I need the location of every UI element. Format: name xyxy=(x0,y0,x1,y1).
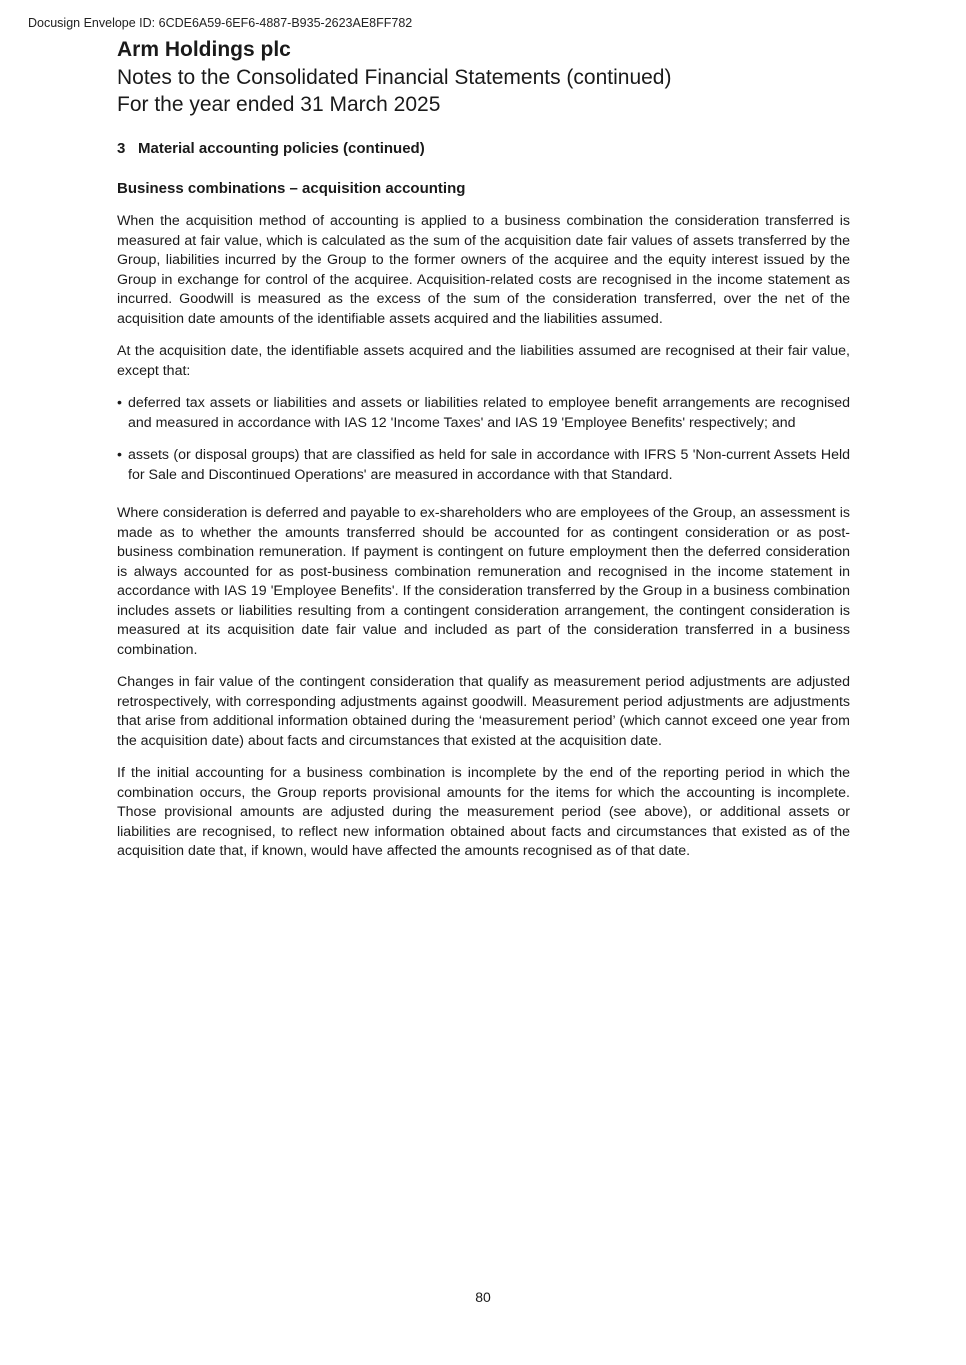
company-name: Arm Holdings plc xyxy=(117,38,291,61)
section-number: 3 xyxy=(117,140,126,157)
paragraph-contingent-consideration: Changes in fair value of the contingent consideration that qualify as measurement period adjustments are adjusted retrospectively, with corresponding adjustments against goodwill. Measurement period adjustments are adjustments that arise from additional information obtained during the ‘measurement period’ (which cannot exceed one year from the acquisition date) about facts and circumstances that existed at the acquisition date. xyxy=(117,674,850,749)
page-content xyxy=(117,36,850,862)
bullet-icon: • xyxy=(117,395,122,411)
statement-title: Notes to the Consolidated Financial Statements (continued) xyxy=(117,66,672,89)
paragraph-provisional-amounts: If the initial accounting for a business combination is incomplete by the end of the reporting period in which the combination occurs, the Group reports provisional amounts for the items for which the accounting is incomplete. Those provisional amounts are adjusted during the measurement period (see above), or additional assets or liabilities are recognised, to reflect new information obtained about facts and circumstances that existed as of the acquisition date that, if known, would have affected the amounts recognised as of that date. xyxy=(117,765,850,859)
bullet-item xyxy=(117,446,850,485)
bullet-item xyxy=(117,394,850,433)
bullet-text: deferred tax assets or liabilities and assets or liabilities related to employee benefit arrangements are recognised and measured in accordance with IAS 12 'Income Taxes' and IAS 19 'Employee Benefits' respectively; and xyxy=(128,395,850,431)
paragraph-deferred-consideration: Where consideration is deferred and payable to ex-shareholders who are employees of the Group, an assessment is made as to whether the amounts transferred should be accounted for as contingent consideration or as post-business combination remuneration. If payment is contingent on future employment then the deferred consideration is always accounted for as post-business combination remuneration and recognised in the income statement in accordance with IAS 19 'Employee Benefits'. If the consideration transferred by the Group in a business combination includes assets or liabilities resulting from a contingent consideration arrangement, the contingent consideration is measured at its acquisition date fair value and included as part of the consideration transferred in a business combination. xyxy=(117,505,850,658)
paragraph-acquisition-method: When the acquisition method of accounting is applied to a business combination the consideration transferred is measured at fair value, which is calculated as the sum of the acquisition date fair values of assets transferred by the Group, liabilities incurred by the Group to the former owners of the acquiree and the equity interest issued by the Group in exchange for control of the acquiree. Acquisition-related costs are recognised in the income statement as incurred. Goodwill is measured as the excess of the sum of the consideration transferred, over the net of the acquisition date amounts of the identifiable assets acquired and the liabilities assumed. xyxy=(117,213,850,327)
section-heading xyxy=(117,139,850,159)
paragraph-acquisition-date: At the acquisition date, the identifiable assets acquired and the liabilities assumed are recognised at their fair value, except that: xyxy=(117,343,850,379)
bullet-icon: • xyxy=(117,447,122,463)
subsection-heading: Business combinations – acquisition accounting xyxy=(117,180,466,197)
page-number: 80 xyxy=(475,1289,491,1305)
section-title: Material accounting policies (continued) xyxy=(138,140,425,157)
statement-period: For the year ended 31 March 2025 xyxy=(117,93,441,116)
bullet-text: assets (or disposal groups) that are classified as held for sale in accordance with IFRS 5 'Non-current Assets Held for Sale and Discontinued Operations' are measured in accordance with that Standard. xyxy=(128,447,850,483)
docusign-envelope-id: Docusign Envelope ID: 6CDE6A59-6EF6-4887-B935-2623AE8FF782 xyxy=(28,16,413,30)
